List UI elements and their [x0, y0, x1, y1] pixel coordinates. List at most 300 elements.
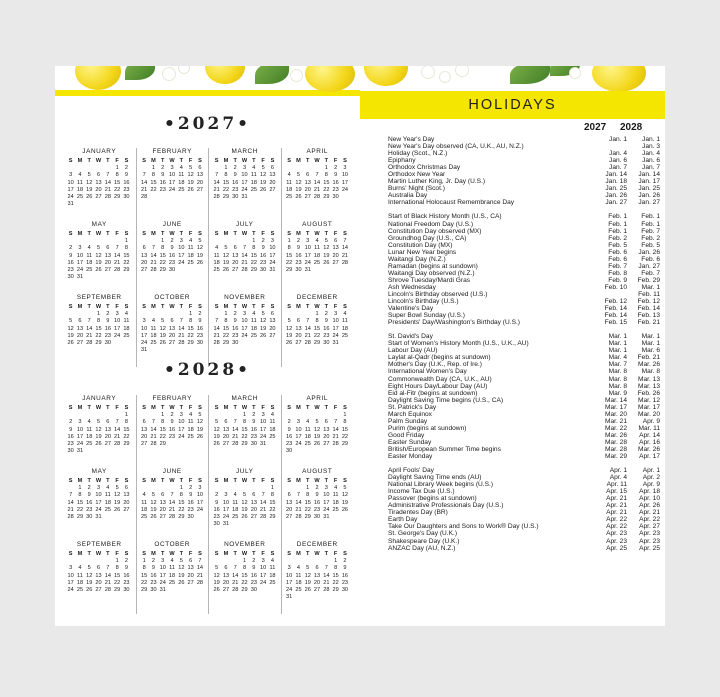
- date-2028: Apr. 27: [639, 523, 660, 531]
- day-cell: 23: [332, 186, 339, 193]
- empty-cell: [85, 311, 94, 318]
- day-cell: 9: [343, 565, 347, 572]
- date-2027: Apr. 21: [606, 495, 627, 503]
- day-cell: 17: [241, 179, 248, 186]
- holiday-row: [388, 509, 660, 516]
- day-cell: 23: [168, 259, 176, 266]
- day-cell: 4: [142, 492, 146, 499]
- weekday-letter: W: [241, 478, 248, 484]
- day-cell: 10: [241, 172, 248, 179]
- day-cell: 17: [260, 572, 267, 579]
- day-cell: 25: [313, 259, 321, 266]
- day-cell: 29: [187, 339, 194, 346]
- day-cell: 18: [187, 252, 194, 259]
- day-cell: 11: [178, 172, 185, 179]
- weekday-letter: S: [214, 551, 219, 557]
- date-2027: Apr. 4: [609, 474, 627, 482]
- day-cell: 30: [260, 266, 267, 273]
- day-cell: 22: [222, 332, 230, 339]
- day-grid: [66, 485, 133, 521]
- day-cell: 2: [233, 311, 237, 318]
- day-cell: 16: [123, 179, 130, 186]
- weekday-letter: M: [151, 551, 156, 557]
- day-cell: 21: [196, 572, 204, 579]
- weekday-letter: M: [151, 158, 156, 164]
- day-cell: 5: [242, 492, 247, 499]
- date-2028: Mar. 26: [638, 361, 660, 369]
- day-cell: 23: [286, 440, 293, 447]
- day-grid: [66, 558, 133, 594]
- day-cell: 5: [198, 238, 202, 245]
- day-cell: 3: [96, 485, 101, 492]
- day-cell: 1: [96, 311, 101, 318]
- weekday-letter: M: [223, 478, 229, 484]
- holiday-row: [388, 136, 660, 143]
- weekday-letter: F: [333, 405, 338, 411]
- empty-cell: [322, 558, 331, 565]
- holiday-name: Super Bowl Sunday (U.S.): [388, 312, 465, 320]
- empty-cell: [303, 165, 312, 172]
- day-cell: 2: [87, 485, 91, 492]
- day-cell: 31: [269, 266, 276, 273]
- weekday-letter: S: [198, 231, 202, 237]
- empty-cell: [112, 238, 121, 245]
- day-cell: 11: [187, 245, 194, 252]
- holiday-name: Lincoln's Birthday (U.S.): [388, 298, 459, 306]
- date-2027: Mar. 17: [605, 403, 627, 411]
- day-cell: 28: [241, 266, 248, 273]
- day-cell: 11: [250, 318, 257, 325]
- day-cell: 9: [69, 426, 73, 433]
- date-2027: Mar. 29: [605, 453, 627, 461]
- weekday-letter: S: [124, 158, 129, 164]
- date-2028: Feb. 11: [638, 290, 660, 298]
- holiday-row: [388, 185, 660, 192]
- day-cell: 9: [69, 252, 73, 259]
- holiday-name: Start of Women's History Month (U.S., U.K., AU): [388, 340, 529, 348]
- month-name: AUGUST: [302, 221, 333, 228]
- day-cell: 18: [286, 186, 293, 193]
- weekday-header: [212, 405, 278, 412]
- day-cell: 7: [215, 318, 219, 325]
- day-cell: 29: [250, 266, 257, 273]
- day-cell: 28: [150, 266, 157, 273]
- month-november: [208, 541, 281, 614]
- date-2028: Apr. 1: [642, 467, 660, 475]
- day-cell: 6: [142, 419, 146, 426]
- day-cell: 24: [241, 186, 248, 193]
- empty-cell: [75, 165, 84, 172]
- day-cell: 9: [233, 172, 237, 179]
- day-cell: 11: [304, 426, 311, 433]
- holiday-row: [388, 263, 660, 270]
- day-cell: 7: [198, 558, 202, 565]
- day-cell: 10: [95, 492, 102, 499]
- month-may: [63, 468, 136, 541]
- weekday-letter: M: [296, 478, 301, 484]
- day-cell: 9: [151, 565, 155, 572]
- day-cell: 25: [304, 440, 311, 447]
- day-cell: 9: [170, 245, 174, 252]
- day-cell: 26: [260, 332, 267, 339]
- day-cell: 29: [159, 440, 166, 447]
- weekday-letter: S: [68, 158, 73, 164]
- day-cell: 17: [178, 426, 185, 433]
- day-cell: 5: [69, 318, 73, 325]
- day-cell: 30: [295, 266, 302, 273]
- day-cell: 10: [241, 318, 248, 325]
- day-cell: 5: [306, 565, 310, 572]
- holiday-row: [388, 312, 660, 319]
- holiday-row: [388, 523, 660, 530]
- day-cell: 29: [123, 440, 130, 447]
- day-cell: 7: [69, 492, 73, 499]
- year-heading-2027: •2027•: [163, 114, 252, 134]
- day-cell: 25: [178, 186, 185, 193]
- weekday-letter: T: [87, 551, 91, 557]
- day-cell: 4: [252, 165, 256, 172]
- day-cell: 5: [87, 565, 91, 572]
- day-cell: 14: [241, 252, 248, 259]
- date-2027: Mar. 1: [608, 347, 627, 355]
- day-cell: 18: [76, 186, 84, 193]
- date-2027: [591, 143, 627, 150]
- weekday-header: [285, 405, 351, 412]
- date-2027: [591, 291, 627, 298]
- day-cell: 7: [233, 565, 237, 572]
- day-cell: 15: [150, 179, 157, 186]
- holiday-row: [388, 530, 660, 537]
- day-cell: 22: [187, 332, 194, 339]
- holiday-name: Tiradentes Day (BR): [388, 509, 448, 517]
- day-grid: [66, 238, 133, 281]
- weekday-letter: T: [252, 551, 256, 557]
- holiday-name: Constitution Day (MX): [388, 241, 453, 249]
- date-2027: Mar. 26: [605, 431, 627, 439]
- date-2028: Mar. 13: [638, 382, 660, 390]
- weekday-letter: S: [214, 158, 219, 164]
- day-cell: 19: [341, 499, 349, 506]
- day-cell: 3: [343, 165, 347, 172]
- holiday-name: Orthodox Christmas Day: [388, 164, 461, 172]
- date-2027: Feb. 9: [608, 276, 627, 284]
- day-cell: 13: [104, 426, 111, 433]
- empty-cell: [285, 485, 294, 492]
- weekday-letter: W: [95, 405, 102, 411]
- weekday-letter: T: [161, 478, 165, 484]
- holiday-name: Laylat al-Qadr (begins at sundown): [388, 354, 491, 362]
- day-cell: 31: [95, 513, 102, 520]
- day-cell: 31: [222, 521, 230, 528]
- day-cell: 25: [76, 193, 84, 200]
- date-2027: Jan. 26: [605, 192, 627, 200]
- day-cell: 1: [242, 558, 247, 565]
- day-cell: 1: [315, 311, 319, 318]
- day-cell: 17: [295, 433, 302, 440]
- day-cell: 2: [151, 558, 155, 565]
- day-cell: 12: [196, 419, 204, 426]
- day-cell: 18: [295, 579, 302, 586]
- holiday-row: [388, 340, 660, 347]
- day-cell: 27: [104, 266, 111, 273]
- day-cell: 26: [260, 186, 267, 193]
- day-cell: 10: [304, 245, 311, 252]
- day-cell: 15: [123, 426, 130, 433]
- weekday-letter: T: [106, 478, 110, 484]
- day-cell: 30: [67, 448, 74, 455]
- date-2028: Jan. 4: [642, 150, 660, 158]
- day-cell: 28: [232, 440, 239, 447]
- day-cell: 17: [95, 499, 102, 506]
- day-cell: 3: [324, 485, 328, 492]
- group-spacer: [388, 460, 660, 467]
- date-2028: Jan. 6: [642, 157, 660, 165]
- weekday-header: [212, 478, 278, 485]
- date-2027: Apr. 22: [606, 516, 627, 524]
- weekday-letter: S: [270, 304, 275, 310]
- day-cell: 26: [341, 506, 349, 513]
- day-cell: 9: [198, 318, 202, 325]
- day-cell: 26: [95, 440, 102, 447]
- empty-cell: [66, 558, 75, 565]
- date-2028: Feb. 5: [641, 241, 660, 249]
- day-cell: 27: [286, 513, 293, 520]
- day-cell: 25: [76, 586, 84, 593]
- day-cell: 3: [224, 492, 228, 499]
- day-cell: 8: [324, 172, 328, 179]
- holiday-name: Australia Day: [388, 192, 428, 200]
- weekday-letter: S: [198, 478, 202, 484]
- weekday-letter: T: [179, 478, 184, 484]
- weekday-header: [66, 304, 133, 311]
- weekday-letter: T: [324, 304, 329, 310]
- date-2028: Feb. 12: [637, 298, 660, 306]
- month-name: MARCH: [231, 148, 258, 155]
- month-june: [136, 221, 209, 294]
- weekday-letter: W: [169, 231, 175, 237]
- day-cell: 17: [286, 579, 293, 586]
- month-name: APRIL: [306, 395, 328, 402]
- weekday-letter: S: [343, 304, 347, 310]
- day-cell: 7: [115, 245, 119, 252]
- day-cell: 9: [315, 492, 319, 499]
- day-cell: 17: [114, 325, 121, 332]
- day-cell: 16: [250, 572, 257, 579]
- weekday-letter: W: [314, 304, 320, 310]
- day-grid: [66, 165, 133, 208]
- day-cell: 11: [332, 492, 339, 499]
- month-january: [63, 395, 136, 468]
- holiday-name: Easter Monday: [388, 453, 433, 461]
- weekday-letter: F: [261, 304, 265, 310]
- holiday-row: [388, 242, 660, 249]
- day-cell: 7: [142, 172, 146, 179]
- weekday-letter: W: [95, 551, 102, 557]
- day-cell: 21: [178, 332, 185, 339]
- day-cell: 10: [260, 419, 267, 426]
- day-grid: [212, 558, 278, 594]
- day-cell: 18: [187, 426, 194, 433]
- day-cell: 26: [213, 586, 220, 593]
- day-cell: 22: [123, 433, 130, 440]
- date-2028: Mar. 12: [638, 396, 660, 404]
- day-cell: 3: [69, 565, 73, 572]
- day-cell: 28: [213, 193, 220, 200]
- day-cell: 31: [76, 274, 84, 281]
- weekday-letter: T: [106, 405, 110, 411]
- date-2027: Feb. 7: [608, 262, 627, 270]
- day-cell: 3: [69, 172, 73, 179]
- day-cell: 17: [304, 252, 311, 259]
- weekday-letter: W: [169, 405, 175, 411]
- day-cell: 15: [76, 499, 84, 506]
- day-cell: 23: [260, 259, 267, 266]
- day-cell: 1: [189, 311, 193, 318]
- weekday-letter: T: [87, 231, 91, 237]
- day-cell: 22: [150, 186, 157, 193]
- day-cell: 13: [159, 499, 166, 506]
- date-2028: Mar. 6: [641, 347, 660, 355]
- day-cell: 6: [198, 165, 202, 172]
- day-cell: 3: [179, 238, 183, 245]
- day-cell: 22: [114, 579, 121, 586]
- holiday-row: [388, 368, 660, 375]
- day-cell: 20: [269, 325, 276, 332]
- holiday-name: Earth Day: [388, 516, 418, 524]
- day-cell: 5: [261, 311, 265, 318]
- day-cell: 11: [77, 179, 83, 186]
- day-cell: 13: [250, 499, 257, 506]
- day-cell: 4: [252, 311, 256, 318]
- weekday-letter: W: [95, 478, 102, 484]
- day-cell: 6: [296, 318, 300, 325]
- holiday-name: Palm Sunday: [388, 417, 428, 425]
- day-cell: 21: [67, 506, 74, 513]
- weekday-letter: S: [270, 231, 275, 237]
- day-cell: 16: [232, 325, 239, 332]
- weekday-letter: S: [68, 478, 73, 484]
- day-grid: [140, 238, 206, 274]
- day-cell: 23: [313, 506, 321, 513]
- day-cell: 10: [196, 492, 204, 499]
- weekday-header: [140, 158, 206, 165]
- day-cell: 29: [269, 513, 276, 520]
- day-cell: 22: [76, 506, 84, 513]
- day-cell: 25: [86, 440, 93, 447]
- day-cell: 21: [232, 433, 239, 440]
- calendar-page: [55, 66, 360, 626]
- day-cell: 12: [260, 172, 267, 179]
- day-cell: 23: [250, 579, 257, 586]
- holiday-row: [388, 228, 660, 235]
- empty-cell: [140, 485, 149, 492]
- day-cell: 5: [343, 485, 347, 492]
- day-cell: 24: [76, 440, 84, 447]
- empty-cell: [231, 412, 240, 419]
- day-cell: 20: [168, 332, 176, 339]
- day-cell: 17: [260, 426, 267, 433]
- day-cell: 7: [106, 172, 110, 179]
- date-2027: Feb. 12: [604, 298, 627, 306]
- day-cell: 22: [141, 579, 148, 586]
- empty-cell: [231, 558, 240, 565]
- day-cell: 25: [213, 266, 220, 273]
- day-cell: 7: [170, 492, 174, 499]
- month-name: SEPTEMBER: [76, 294, 122, 301]
- weekday-header: [140, 478, 206, 485]
- day-cell: 8: [142, 565, 146, 572]
- day-cell: 4: [170, 558, 174, 565]
- day-cell: 7: [115, 419, 119, 426]
- weekday-letter: T: [106, 551, 110, 557]
- empty-cell: [294, 311, 303, 318]
- empty-cell: [85, 238, 94, 245]
- weekday-letter: S: [214, 478, 219, 484]
- day-cell: 26: [178, 579, 185, 586]
- day-cell: 18: [332, 499, 339, 506]
- weekday-letter: W: [241, 304, 248, 310]
- empty-cell: [149, 238, 158, 245]
- date-2027: Mar. 28: [605, 438, 627, 446]
- day-cell: 22: [123, 259, 130, 266]
- day-cell: 4: [151, 318, 155, 325]
- empty-cell: [85, 165, 94, 172]
- day-cell: 17: [241, 325, 248, 332]
- empty-cell: [240, 485, 249, 492]
- day-cell: 2: [198, 311, 202, 318]
- day-cell: 15: [269, 499, 276, 506]
- holiday-name: Constitution Day observed (MX): [388, 227, 482, 235]
- holiday-row: [388, 418, 660, 425]
- day-cell: 4: [287, 172, 291, 179]
- empty-cell: [167, 311, 176, 318]
- day-cell: 15: [178, 499, 185, 506]
- day-cell: 27: [95, 193, 102, 200]
- day-cell: 29: [95, 339, 102, 346]
- day-grid: [285, 485, 351, 521]
- day-cell: 21: [168, 506, 176, 513]
- day-cell: 28: [295, 513, 302, 520]
- day-cell: 7: [296, 492, 300, 499]
- day-cell: 22: [241, 579, 248, 586]
- day-cell: 12: [95, 252, 102, 259]
- day-cell: 12: [114, 492, 121, 499]
- day-cell: 25: [232, 513, 239, 520]
- day-cell: 30: [150, 586, 157, 593]
- day-grid: [285, 238, 351, 274]
- day-cell: 13: [295, 325, 302, 332]
- holiday-name: Passover (begins at sundown): [388, 495, 477, 503]
- empty-cell: [322, 412, 331, 419]
- day-cell: 21: [232, 579, 239, 586]
- weekday-letter: T: [252, 304, 256, 310]
- month-name: DECEMBER: [296, 294, 338, 301]
- date-2027: Mar. 1: [608, 340, 627, 348]
- day-cell: 14: [104, 572, 111, 579]
- day-cell: 16: [295, 252, 302, 259]
- day-cell: 19: [86, 186, 93, 193]
- weekday-letter: W: [314, 405, 320, 411]
- weekday-letter: S: [142, 551, 147, 557]
- weekday-letter: S: [68, 231, 73, 237]
- weekday-letter: S: [124, 405, 129, 411]
- day-cell: 11: [250, 172, 257, 179]
- month-name: FEBRUARY: [152, 148, 192, 155]
- holiday-name: Income Tax Due (U.S.): [388, 488, 455, 496]
- empty-cell: [75, 412, 84, 419]
- date-2028: Feb. 7: [641, 269, 660, 277]
- day-cell: 25: [123, 332, 130, 339]
